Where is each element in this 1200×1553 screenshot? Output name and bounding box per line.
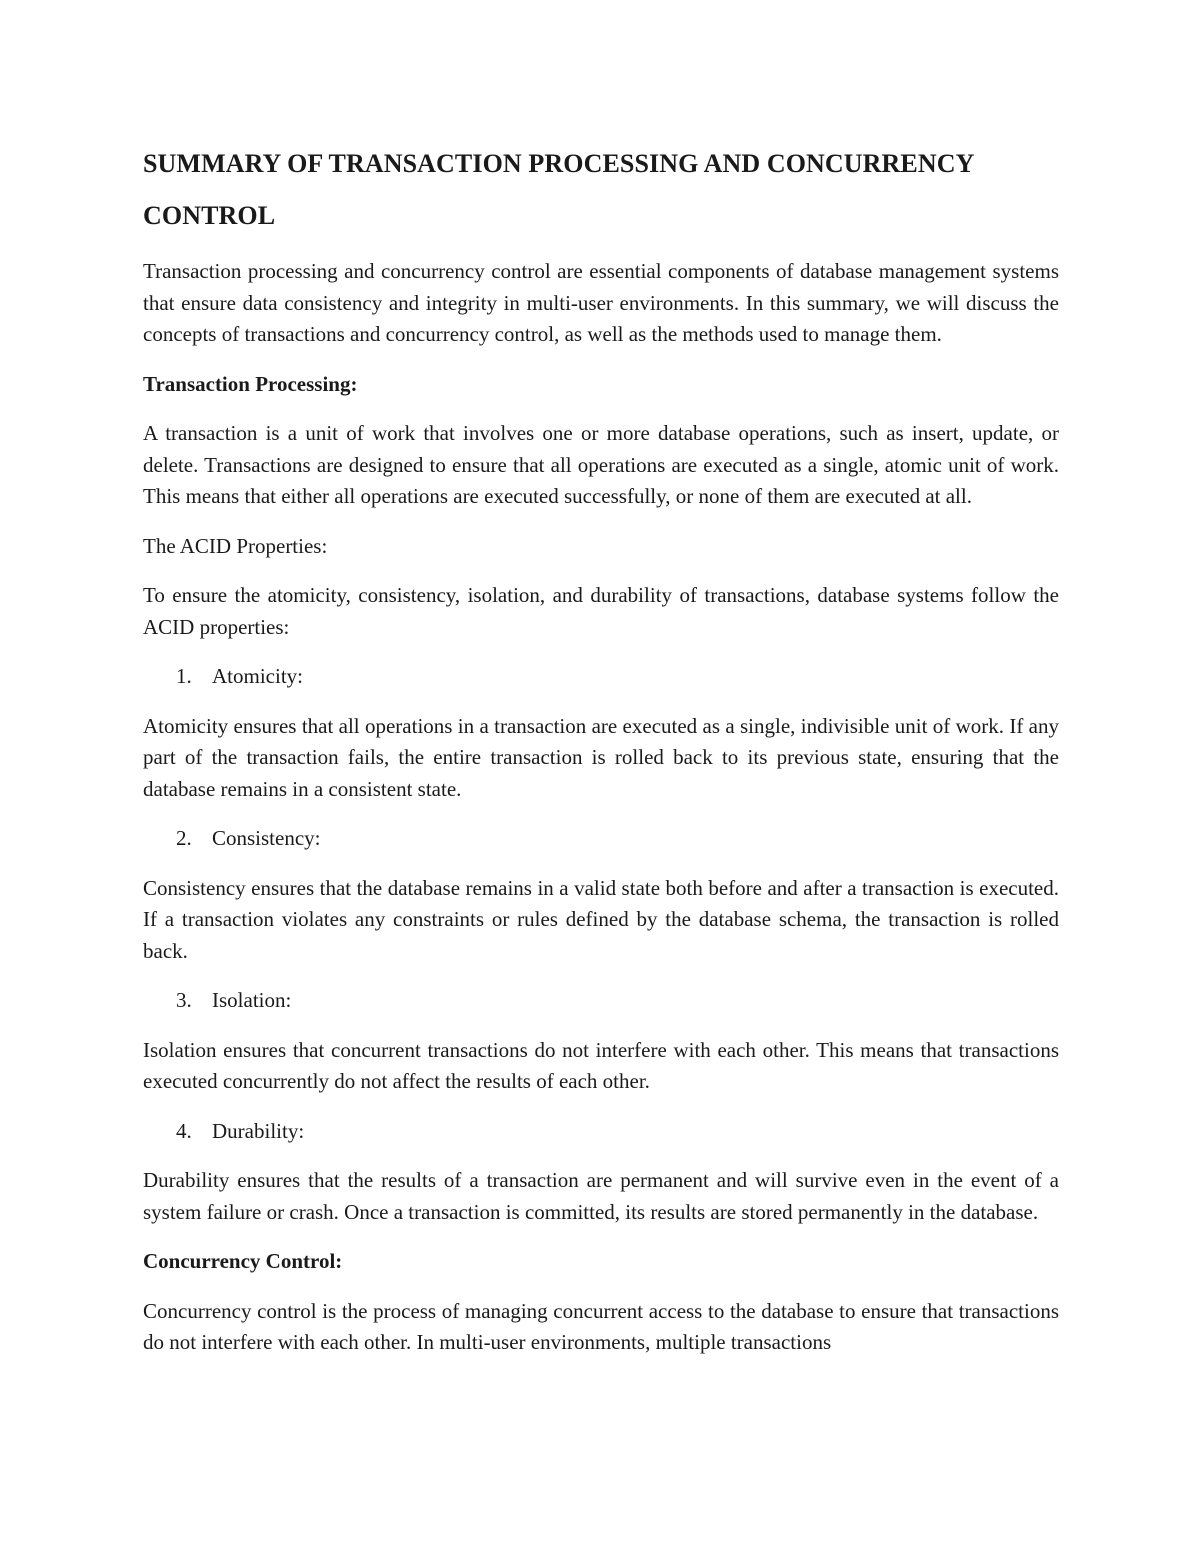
intro-paragraph: Transaction processing and concurrency control are essential components of database management systems that ensure data consistency and integrity in multi-user environments. In this summary, we will discuss the concepts of transactions and concurrency control, as well as the methods used to manage them. <box>143 259 1059 346</box>
list-number: 4. <box>176 1118 192 1143</box>
concurrency-paragraph: Concurrency control is the process of managing concurrent access to the database to ensure that transactions do not interfere with each other. In multi-user environments, multiple transactions <box>143 1298 1059 1354</box>
list-label: Atomicity: <box>212 664 303 688</box>
acid-heading: The ACID Properties: <box>143 533 328 558</box>
document-page <box>143 138 1059 1377</box>
transaction-paragraph: A transaction is a unit of work that involves one or more database operations, such as insert, update, or delete. Transactions are designed to ensure that all operations are executed as a single, atomic unit of work. This means that either all operations are executed successfully, or none of them are executed at all. <box>143 421 1059 508</box>
list-label: Isolation: <box>212 988 292 1012</box>
list-item-consistency <box>143 823 1059 855</box>
list-label: Consistency: <box>212 826 321 850</box>
consistency-paragraph: Consistency ensures that the database remains in a valid state both before and after a transaction is executed. If a transaction violates any constraints or rules defined by the database schema, the transaction is rolled back. <box>143 875 1059 963</box>
list-number: 2. <box>176 826 192 850</box>
list-number: 3. <box>176 988 192 1012</box>
durability-paragraph: Durability ensures that the results of a transaction are permanent and will survive even in the event of a system failure or crash. Once a transaction is committed, its results are stored permanently in the database. <box>143 1168 1059 1224</box>
acid-intro-paragraph: To ensure the atomicity, consistency, isolation, and durability of transactions, database systems follow the ACID properties: <box>143 583 1059 639</box>
list-label: Durability: <box>212 1118 305 1143</box>
list-item-atomicity <box>143 661 1059 693</box>
list-item-durability <box>143 1116 1059 1148</box>
concurrency-control-heading: Concurrency Control: <box>143 1249 343 1273</box>
list-number: 1. <box>176 664 192 688</box>
atomicity-paragraph: Atomicity ensures that all operations in a transaction are executed as a single, indivisible unit of work. If any part of the transaction fails, the entire transaction is rolled back to its previous state, ensuring that the database remains in a consistent state. <box>143 713 1059 801</box>
list-item-isolation <box>143 985 1059 1017</box>
document-title: SUMMARY OF TRANSACTION PROCESSING AND CONCURRENCY CONTROL <box>143 149 974 230</box>
isolation-paragraph: Isolation ensures that concurrent transactions do not interfere with each other. This means that transactions executed concurrently do not affect the results of each other. <box>143 1037 1059 1093</box>
transaction-processing-heading: Transaction Processing: <box>143 371 358 396</box>
